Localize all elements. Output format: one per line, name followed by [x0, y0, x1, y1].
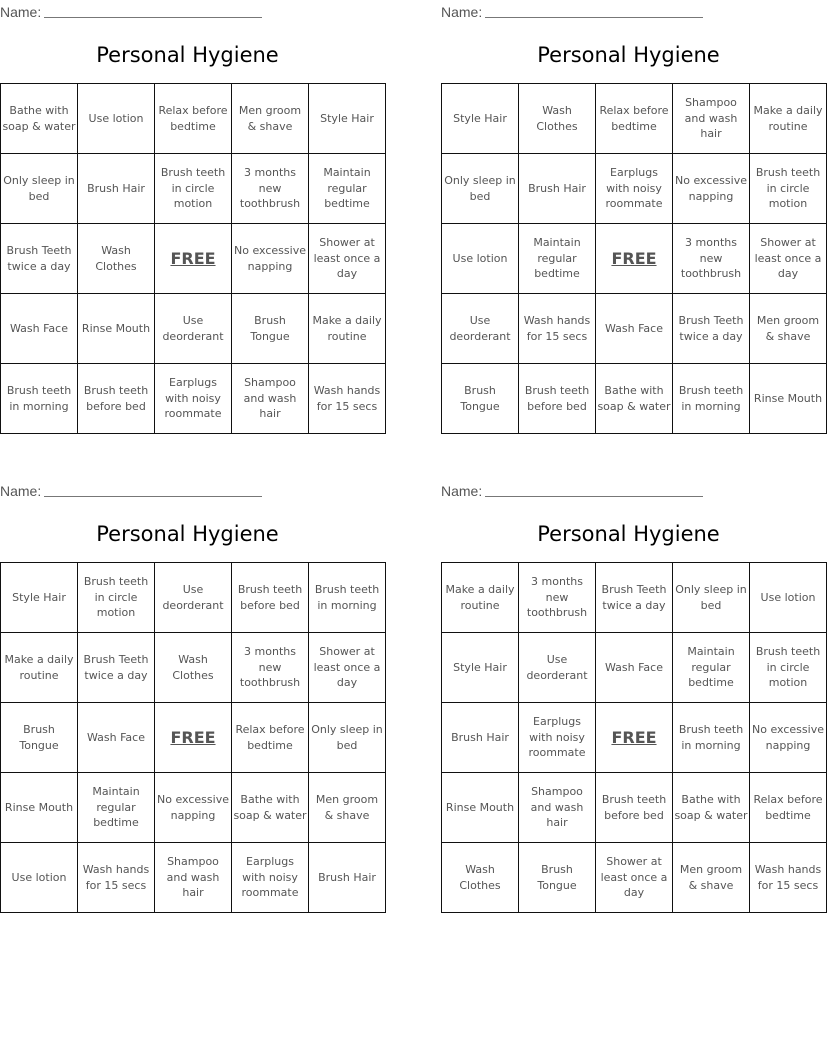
bingo-cell: Use lotion: [78, 84, 155, 154]
bingo-cell: Wash hands for 15 secs: [750, 843, 827, 913]
bingo-cell: Make a daily routine: [309, 294, 386, 364]
name-underline: [485, 17, 703, 18]
bingo-cell: No excessive napping: [673, 154, 750, 224]
bingo-cell: Brush Teeth twice a day: [78, 633, 155, 703]
grid-row: [442, 633, 827, 703]
bingo-cell: Brush Hair: [309, 843, 386, 913]
name-field[interactable]: [441, 481, 703, 499]
bingo-cell: Earplugs with noisy roommate: [519, 703, 596, 773]
bingo-cell: Wash Clothes: [155, 633, 232, 703]
bingo-cell: Maintain regular bedtime: [309, 154, 386, 224]
bingo-cell: 3 months new toothbrush: [519, 563, 596, 633]
bingo-cell: Shower at least once a day: [309, 224, 386, 294]
free-space-cell: FREE: [596, 703, 673, 773]
bingo-cell: Make a daily routine: [1, 633, 78, 703]
bingo-cell: Make a daily routine: [442, 563, 519, 633]
grid-row: [1, 364, 386, 434]
free-space-cell: FREE: [596, 224, 673, 294]
bingo-cell: Brush teeth before bed: [232, 563, 309, 633]
grid-row: [1, 563, 386, 633]
bingo-cell: Wash Face: [596, 294, 673, 364]
name-underline: [44, 496, 262, 497]
name-label: Name:: [0, 4, 42, 20]
grid-row: [442, 773, 827, 843]
bingo-cell: Wash hands for 15 secs: [78, 843, 155, 913]
bingo-cell: Wash Face: [596, 633, 673, 703]
grid-row: [442, 364, 827, 434]
name-label: Name:: [441, 483, 483, 499]
bingo-cell: Brush Teeth twice a day: [596, 563, 673, 633]
name-underline: [44, 17, 262, 18]
card-title: Personal Hygiene: [96, 522, 279, 546]
bingo-cell: Shampoo and wash hair: [155, 843, 232, 913]
bingo-cell: Rinse Mouth: [750, 364, 827, 434]
bingo-cell: Maintain regular bedtime: [519, 224, 596, 294]
bingo-cell: Use deorderant: [155, 563, 232, 633]
bingo-cell: Style Hair: [442, 633, 519, 703]
bingo-cell: Wash Face: [1, 294, 78, 364]
bingo-cell: Brush Hair: [78, 154, 155, 224]
grid-row: [442, 703, 827, 773]
name-label: Name:: [0, 483, 42, 499]
bingo-cell: Wash Clothes: [442, 843, 519, 913]
bingo-cell: Relax before bedtime: [155, 84, 232, 154]
bingo-cell: Earplugs with noisy roommate: [232, 843, 309, 913]
bingo-cell: Brush teeth in morning: [673, 364, 750, 434]
grid-row: [1, 843, 386, 913]
bingo-cell: Brush teeth before bed: [596, 773, 673, 843]
bingo-grid: [441, 83, 827, 434]
bingo-cell: Brush Teeth twice a day: [673, 294, 750, 364]
grid-row: [1, 294, 386, 364]
bingo-card-3: [0, 479, 383, 914]
bingo-cell: Men groom & shave: [232, 84, 309, 154]
grid-row: [442, 294, 827, 364]
bingo-cell: Style Hair: [1, 563, 78, 633]
bingo-cell: Wash hands for 15 secs: [309, 364, 386, 434]
bingo-cell: Brush teeth in circle motion: [750, 154, 827, 224]
bingo-cell: Brush teeth in morning: [1, 364, 78, 434]
bingo-cell: Relax before bedtime: [232, 703, 309, 773]
bingo-cell: Wash Clothes: [78, 224, 155, 294]
free-space-cell: FREE: [155, 703, 232, 773]
card-title: Personal Hygiene: [96, 43, 279, 67]
bingo-card-4: [441, 479, 824, 914]
bingo-cell: Rinse Mouth: [442, 773, 519, 843]
name-field[interactable]: [441, 2, 703, 20]
bingo-cell: Rinse Mouth: [78, 294, 155, 364]
bingo-cell: Style Hair: [442, 84, 519, 154]
name-field[interactable]: [0, 481, 262, 499]
bingo-cell: Brush teeth in circle motion: [78, 563, 155, 633]
bingo-cell: Wash Face: [78, 703, 155, 773]
grid-row: [442, 224, 827, 294]
bingo-cell: No excessive napping: [232, 224, 309, 294]
bingo-cell: Only sleep in bed: [673, 563, 750, 633]
bingo-cell: Shampoo and wash hair: [232, 364, 309, 434]
grid-row: [442, 843, 827, 913]
bingo-cell: Shower at least once a day: [750, 224, 827, 294]
bingo-cell: Maintain regular bedtime: [673, 633, 750, 703]
bingo-cell: Earplugs with noisy roommate: [155, 364, 232, 434]
bingo-cell: Maintain regular bedtime: [78, 773, 155, 843]
bingo-cell: 3 months new toothbrush: [673, 224, 750, 294]
name-field[interactable]: [0, 2, 262, 20]
bingo-grid: [0, 83, 386, 434]
bingo-cell: Brush Hair: [442, 703, 519, 773]
grid-row: [1, 224, 386, 294]
bingo-cell: Rinse Mouth: [1, 773, 78, 843]
bingo-cell: Use lotion: [442, 224, 519, 294]
card-title: Personal Hygiene: [537, 522, 720, 546]
bingo-cell: Use deorderant: [519, 633, 596, 703]
bingo-grid: [0, 562, 386, 913]
grid-row: [442, 563, 827, 633]
bingo-cell: No excessive napping: [750, 703, 827, 773]
bingo-cell: 3 months new toothbrush: [232, 154, 309, 224]
bingo-cell: Use lotion: [750, 563, 827, 633]
bingo-cell: Brush Tongue: [519, 843, 596, 913]
bingo-cell: Bathe with soap & water: [673, 773, 750, 843]
bingo-cell: Style Hair: [309, 84, 386, 154]
bingo-cell: Wash Clothes: [519, 84, 596, 154]
bingo-cell: Brush teeth in circle motion: [750, 633, 827, 703]
grid-row: [442, 154, 827, 224]
bingo-card-1: [0, 0, 382, 435]
bingo-cell: Brush Hair: [519, 154, 596, 224]
bingo-cell: Men groom & shave: [673, 843, 750, 913]
bingo-cell: Men groom & shave: [309, 773, 386, 843]
bingo-cell: Use lotion: [1, 843, 78, 913]
name-label: Name:: [441, 4, 483, 20]
bingo-cell: No excessive napping: [155, 773, 232, 843]
bingo-cell: Shower at least once a day: [596, 843, 673, 913]
bingo-cell: Shampoo and wash hair: [673, 84, 750, 154]
grid-row: [1, 703, 386, 773]
bingo-cell: Only sleep in bed: [442, 154, 519, 224]
grid-row: [442, 84, 827, 154]
bingo-cell: Make a daily routine: [750, 84, 827, 154]
card-title: Personal Hygiene: [537, 43, 720, 67]
name-underline: [485, 496, 703, 497]
bingo-cell: Bathe with soap & water: [1, 84, 78, 154]
bingo-cell: Bathe with soap & water: [232, 773, 309, 843]
grid-row: [1, 633, 386, 703]
bingo-cell: Shower at least once a day: [309, 633, 386, 703]
grid-row: [1, 84, 386, 154]
bingo-cell: Earplugs with noisy roommate: [596, 154, 673, 224]
bingo-grid: [441, 562, 827, 913]
bingo-cell: Shampoo and wash hair: [519, 773, 596, 843]
bingo-cell: 3 months new toothbrush: [232, 633, 309, 703]
bingo-cell: Brush teeth before bed: [78, 364, 155, 434]
bingo-cell: Brush Teeth twice a day: [1, 224, 78, 294]
bingo-card-2: [441, 0, 823, 435]
bingo-cell: Men groom & shave: [750, 294, 827, 364]
grid-row: [1, 154, 386, 224]
free-space-cell: FREE: [155, 224, 232, 294]
bingo-cell: Brush teeth before bed: [519, 364, 596, 434]
bingo-cell: Brush teeth in morning: [309, 563, 386, 633]
bingo-cell: Brush Tongue: [232, 294, 309, 364]
bingo-cell: Only sleep in bed: [309, 703, 386, 773]
bingo-cell: Use deorderant: [155, 294, 232, 364]
bingo-cell: Only sleep in bed: [1, 154, 78, 224]
bingo-cell: Brush Tongue: [442, 364, 519, 434]
bingo-cell: Bathe with soap & water: [596, 364, 673, 434]
bingo-cell: Brush teeth in circle motion: [155, 154, 232, 224]
bingo-cell: Brush teeth in morning: [673, 703, 750, 773]
bingo-cell: Relax before bedtime: [750, 773, 827, 843]
bingo-cell: Use deorderant: [442, 294, 519, 364]
bingo-cell: Wash hands for 15 secs: [519, 294, 596, 364]
grid-row: [1, 773, 386, 843]
bingo-cell: Brush Tongue: [1, 703, 78, 773]
bingo-cell: Relax before bedtime: [596, 84, 673, 154]
